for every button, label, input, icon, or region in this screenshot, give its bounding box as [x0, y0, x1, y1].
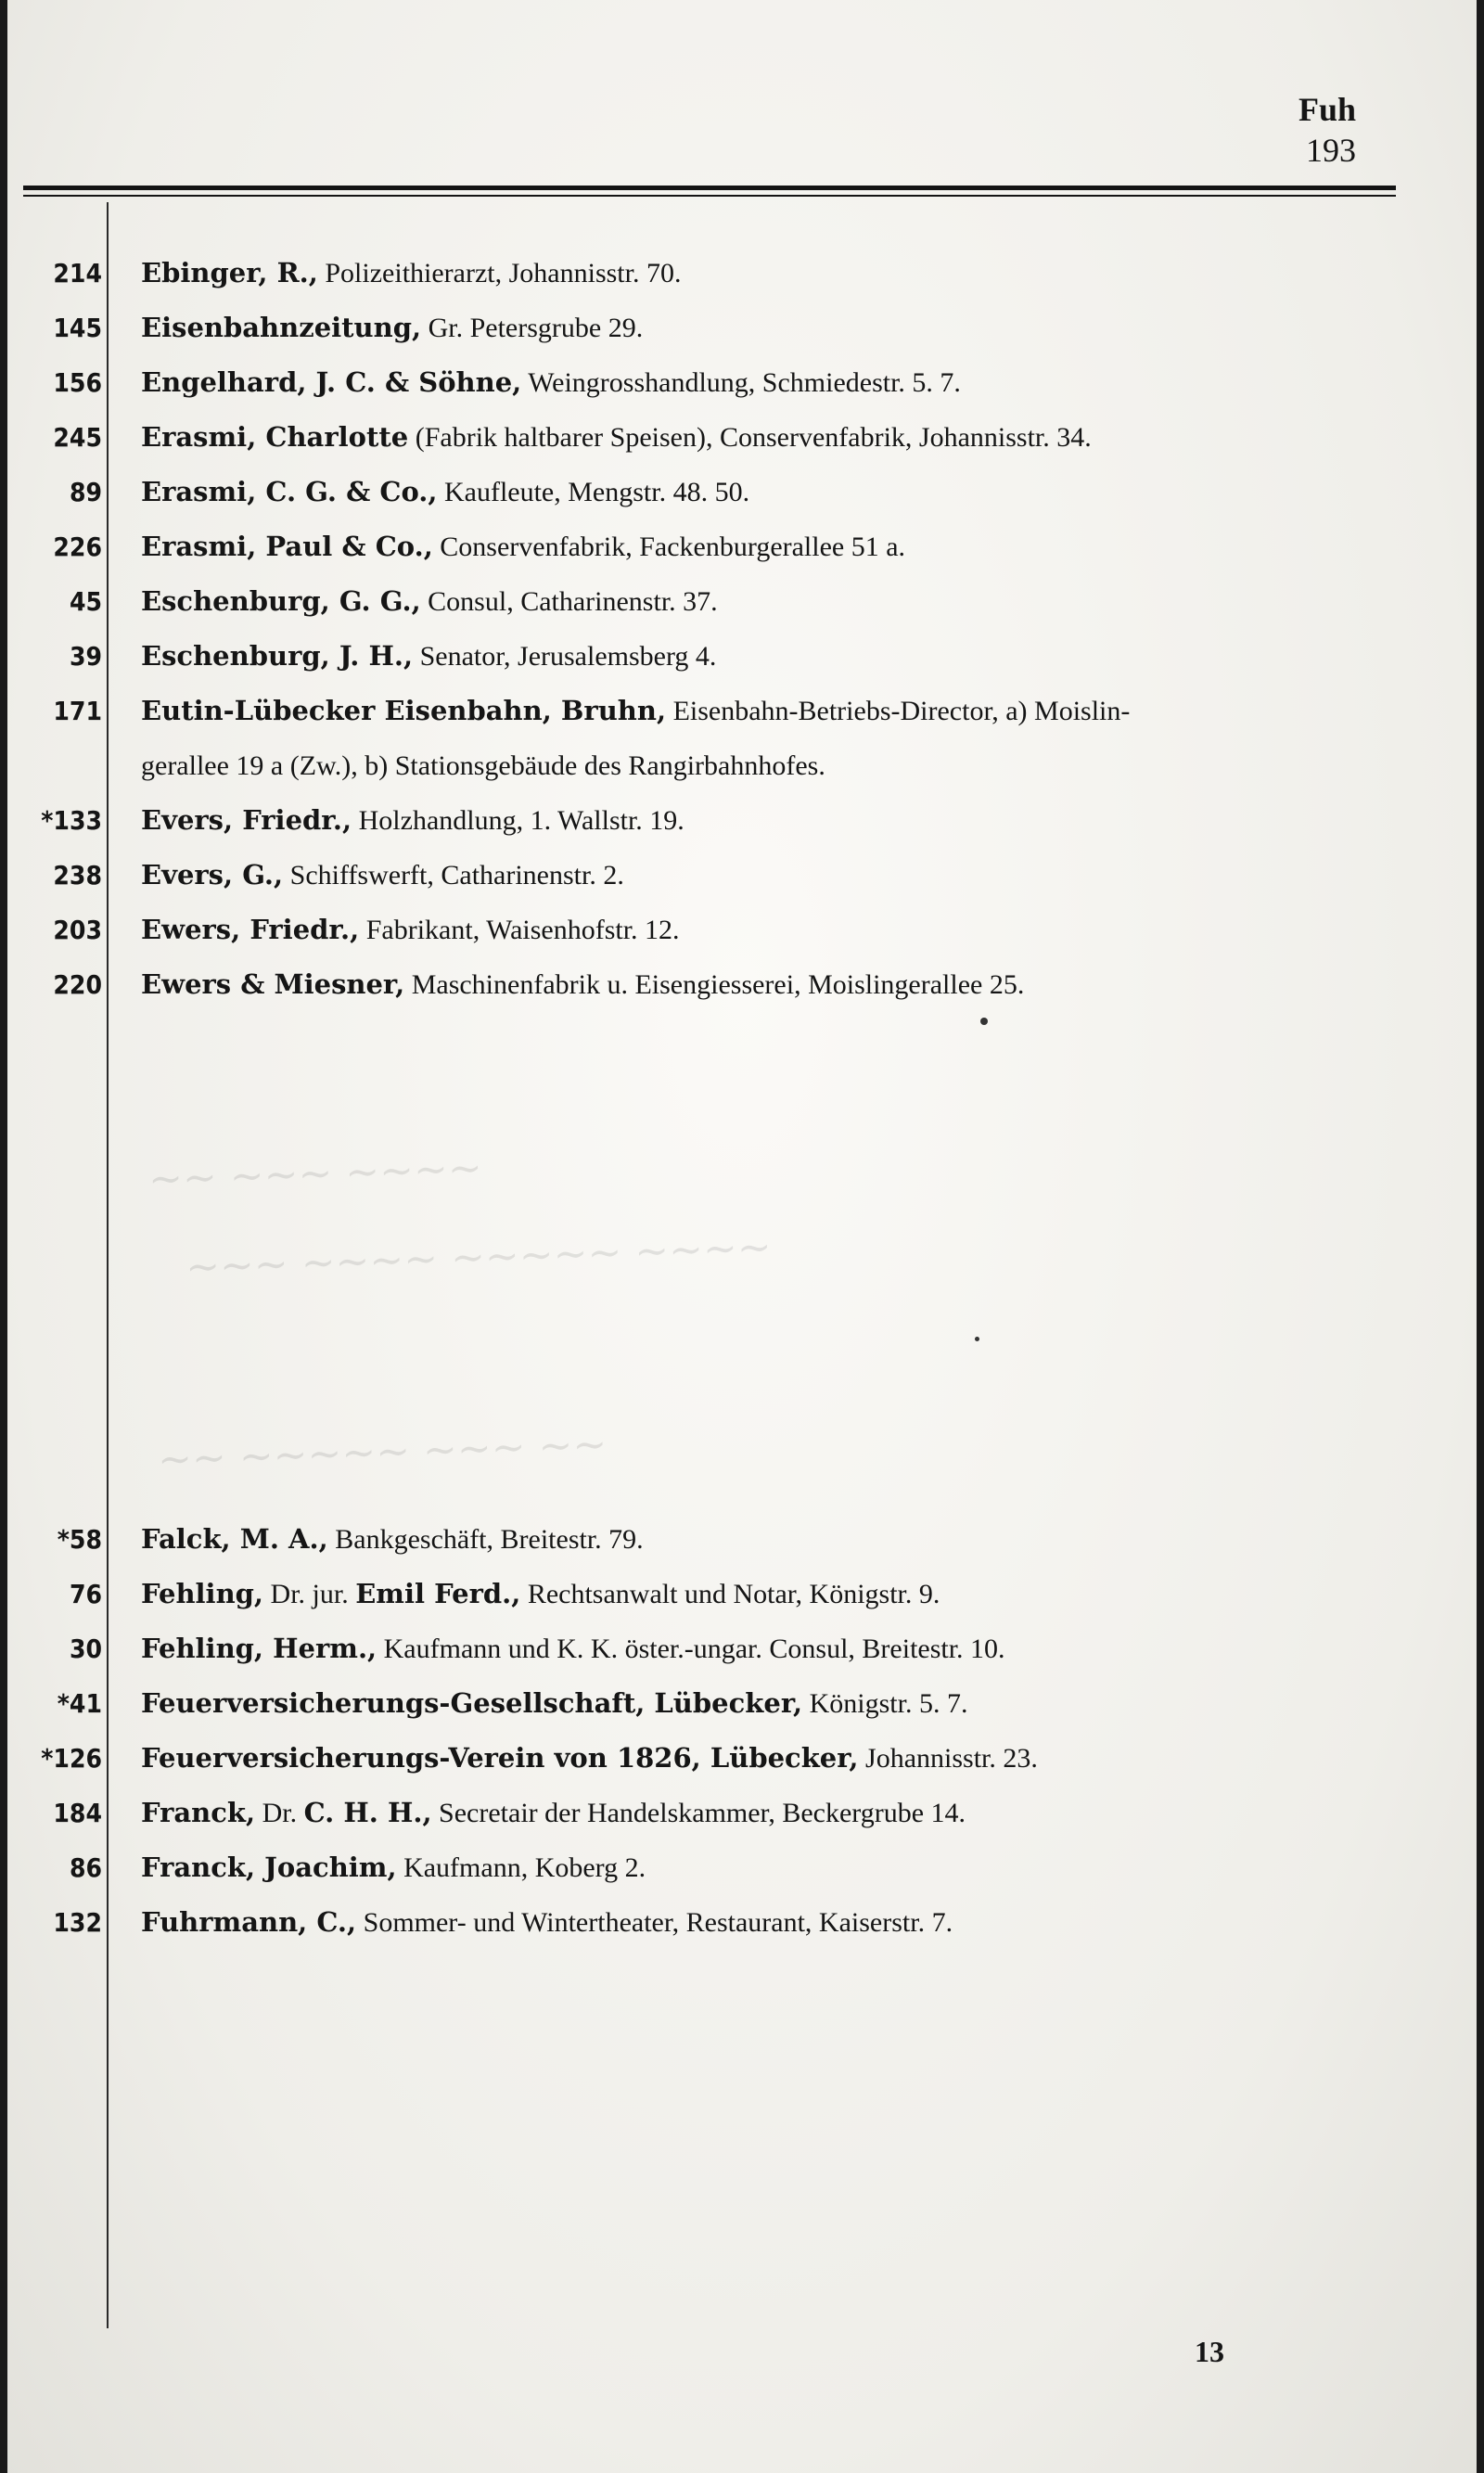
entry-name: Ewers, Friedr.,: [141, 914, 360, 945]
entry-text: [141, 1895, 1396, 1950]
entry-number: 220: [53, 969, 102, 1000]
directory-entry: [0, 519, 1484, 574]
entry-number: 238: [53, 860, 102, 891]
entry-text: [141, 1786, 1396, 1840]
entry-number: 226: [53, 532, 102, 562]
entry-name: Eschenburg, G. G.,: [141, 585, 421, 617]
entry-name: Erasmi, Charlotte: [141, 421, 409, 453]
entry-number: *126: [41, 1743, 102, 1774]
entry-name: Falck, M. A.,: [141, 1523, 328, 1555]
show-through-ink: ~~ ~~~ ~~~~: [147, 1144, 483, 1204]
entry-name: Engelhard, J. C. & Söhne,: [141, 366, 522, 398]
directory-entry: [0, 1840, 1484, 1895]
entry-number: 86: [69, 1852, 102, 1883]
entry-text: [141, 629, 1396, 684]
entry-description: Maschinenfabrik u. Eisengiesserei, Moislingerallee 25.: [404, 969, 1025, 1000]
directory-entry: [0, 465, 1484, 519]
entry-description-secondary: Rechtsanwalt und Notar, Königstr. 9.: [520, 1579, 940, 1609]
entry-number: 203: [53, 915, 102, 945]
entry-text: [141, 903, 1396, 957]
entry-name: Erasmi, Paul & Co.,: [141, 531, 433, 562]
entry-number: 30: [69, 1634, 102, 1664]
header-rule-thick: [23, 186, 1396, 190]
entry-number: 89: [69, 477, 102, 507]
page-number: 193: [1306, 132, 1356, 169]
entry-description: Kaufmann, Koberg 2.: [396, 1852, 646, 1883]
entry-description: Kaufleute, Mengstr. 48. 50.: [437, 477, 750, 507]
directory-entry: [0, 1621, 1484, 1676]
directory-entry: [0, 1731, 1484, 1786]
entry-name: Eutin-Lübecker Eisenbahn, Bruhn,: [141, 695, 667, 726]
entry-number: 171: [53, 696, 102, 726]
entry-description: Conservenfabrik, Fackenburgerallee 51 a.: [432, 532, 906, 562]
entry-number: 214: [53, 258, 102, 288]
entry-number: *133: [41, 805, 102, 836]
entry-number: 156: [53, 367, 102, 398]
entry-description: Senator, Jerusalemsberg 4.: [413, 641, 717, 672]
running-head: [1298, 89, 1356, 171]
directory-entry: [0, 629, 1484, 684]
entry-name-secondary: C. H. H.,: [303, 1797, 432, 1828]
header-rule-thin: [23, 195, 1396, 197]
show-through-ink: ~~ ~~~~~ ~~~ ~~: [157, 1420, 608, 1484]
entry-text: [141, 1567, 1396, 1621]
running-head-word: Fuh: [1298, 91, 1356, 128]
entry-number: 145: [53, 313, 102, 343]
entry-description: Johannisstr. 23.: [858, 1743, 1038, 1774]
entry-name: Ewers & Miesner,: [141, 968, 405, 1000]
entry-description-secondary: Secretair der Handelskammer, Beckergrube 14.: [431, 1798, 966, 1828]
entry-description: Bankgeschäft, Breitestr. 79.: [327, 1524, 644, 1555]
directory-entry: [0, 574, 1484, 629]
entry-name: Fuhrmann, C.,: [141, 1906, 357, 1938]
entry-number: 184: [53, 1798, 102, 1828]
entry-number: 45: [69, 586, 102, 617]
entry-description: Kaufmann und K. K. öster.-ungar. Consul, Breitestr. 10.: [377, 1634, 1005, 1664]
entry-description: Consul, Catharinenstr. 37.: [420, 586, 718, 617]
directory-entry: [0, 355, 1484, 410]
entry-description: Schiffswerft, Catharinenstr. 2.: [283, 860, 624, 891]
entry-description: Holzhandlung, 1. Wallstr. 19.: [352, 805, 684, 836]
directory-entry: [0, 957, 1484, 1012]
ink-speck: [980, 1018, 988, 1025]
directory-entry: [0, 301, 1484, 355]
show-through-ink: ~~~ ~~~~ ~~~~~ ~~~~: [185, 1223, 773, 1292]
entry-text: [141, 848, 1396, 903]
entry-text: [141, 793, 1396, 848]
entry-name-secondary: Emil Ferd.,: [355, 1578, 521, 1609]
directory-entry: [0, 1512, 1484, 1567]
entry-name: Franck, Joachim,: [141, 1852, 397, 1883]
entry-text: [141, 684, 1396, 738]
entry-name: Eisenbahnzeitung,: [141, 312, 422, 343]
entry-description: Königstr. 5. 7.: [802, 1688, 968, 1719]
ink-speck: [975, 1337, 979, 1341]
entry-description: Eisenbahn-Betriebs-Director, a) Moislin-: [666, 696, 1131, 726]
directory-entry: [0, 1786, 1484, 1840]
entry-name: Ebinger, R.,: [141, 257, 318, 288]
entry-number: *41: [57, 1688, 102, 1719]
entry-text: [141, 957, 1396, 1012]
entry-text: [141, 410, 1396, 465]
entry-text: [141, 519, 1396, 574]
entry-description: Sommer- und Wintertheater, Restaurant, Kaiserstr. 7.: [356, 1907, 953, 1938]
directory-entry: [0, 410, 1484, 465]
entry-number: 76: [69, 1579, 102, 1609]
entry-text: [141, 1676, 1396, 1731]
entry-text: [141, 246, 1396, 301]
entry-name: Fehling,: [141, 1578, 264, 1609]
entry-number: 132: [53, 1907, 102, 1938]
signature-mark: 13: [1195, 2335, 1224, 2368]
entries-letter-e: [0, 246, 1484, 1012]
entry-number: 245: [53, 422, 102, 453]
entry-description: Weingrosshandlung, Schmiedestr. 5. 7.: [521, 367, 961, 398]
directory-entry: [0, 1676, 1484, 1731]
entry-name: Feuerversicherungs-Verein von 1826, Lübecker,: [141, 1742, 859, 1774]
entry-name: Erasmi, C. G. & Co.,: [141, 476, 438, 507]
entries-letter-f: [0, 1512, 1484, 1950]
directory-entry: [0, 793, 1484, 848]
entry-description: Dr.: [255, 1798, 304, 1828]
entry-number: *58: [57, 1524, 102, 1555]
entry-description: (Fabrik haltbarer Speisen), Conservenfabrik, Johannisstr. 34.: [408, 422, 1092, 453]
entry-text: [141, 1621, 1396, 1676]
entry-text: [141, 1731, 1396, 1786]
directory-entry: [0, 1895, 1484, 1950]
entry-name: Feuerversicherungs-Gesellschaft, Lübecker,: [141, 1687, 803, 1719]
entry-name: Evers, G.,: [141, 859, 284, 891]
entry-name: Evers, Friedr.,: [141, 804, 352, 836]
entry-number: 39: [69, 641, 102, 672]
entry-name: Fehling, Herm.,: [141, 1633, 377, 1664]
directory-entry: [0, 246, 1484, 301]
entry-continuation: gerallee 19 a (Zw.), b) Stationsgebäude des Rangirbahnhofes.: [141, 750, 825, 781]
entry-text: [141, 1512, 1396, 1567]
entry-name: Franck,: [141, 1797, 256, 1828]
entry-name: Eschenburg, J. H.,: [141, 640, 414, 672]
entry-text: [141, 574, 1396, 629]
directory-entry: [0, 684, 1484, 793]
directory-entry: [0, 1567, 1484, 1621]
entry-description: Polizeithierarzt, Johannisstr. 70.: [317, 258, 682, 288]
directory-entry: [0, 848, 1484, 903]
directory-entry: [0, 903, 1484, 957]
entry-description: Fabrikant, Waisenhofstr. 12.: [359, 915, 680, 945]
entry-text: [141, 1840, 1396, 1895]
entry-text: [141, 301, 1396, 355]
entry-text: [141, 465, 1396, 519]
entry-text: [141, 355, 1396, 410]
entry-description: Gr. Petersgrube 29.: [421, 313, 644, 343]
entry-description: Dr. jur.: [263, 1579, 356, 1609]
